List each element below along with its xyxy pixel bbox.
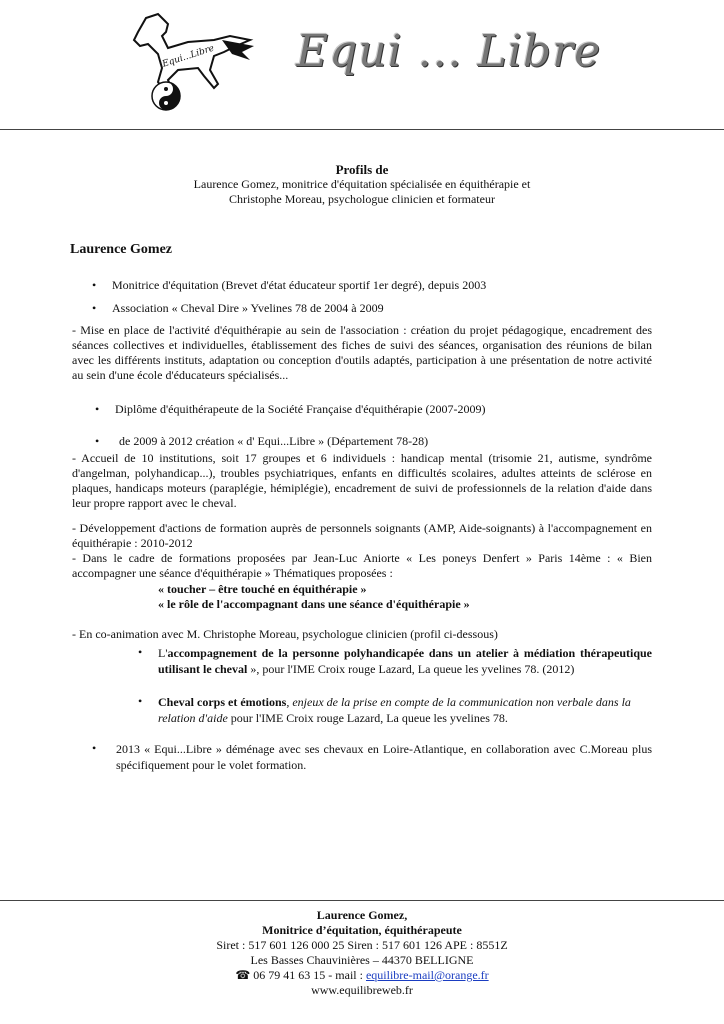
text-prefix: L' xyxy=(158,646,168,660)
footer-contact xyxy=(0,968,724,983)
section-heading: Laurence Gomez xyxy=(70,242,172,257)
footer-role: Monitrice d’équitation, équithérapeute xyxy=(262,923,462,937)
bullet-icon: • xyxy=(95,402,100,416)
footer-address: Les Basses Chauvinières – 44370 BELLIGNE xyxy=(250,953,474,967)
footer-website[interactable]: www.equilibreweb.fr xyxy=(311,983,413,997)
list-item-text xyxy=(158,645,652,677)
footer-divider xyxy=(0,900,724,901)
text-rest: pour l'IME Croix rouge Lazard, La queue les yvelines 78. xyxy=(227,711,508,725)
yin-yang-icon xyxy=(152,82,180,110)
footer xyxy=(0,908,724,998)
theme-item: « toucher – être touché en équithérapie » xyxy=(158,582,367,596)
list-item-text: de 2009 à 2012 création « d' Equi...Libre » (Département 78-28) xyxy=(119,434,429,448)
emphasis: accompagnement de la personne polyhandicapée dans un atelier à médiation thérapeutique utilisant le cheval xyxy=(158,646,652,676)
horse-logo-icon xyxy=(118,10,258,112)
list-item-text xyxy=(158,694,652,726)
paragraph: - Mise en place de l'activité d'équithérapie au sein de l'association : création du projet pédagogique, encadrement des séances collectives et individuelles, établissement des fiches de suivi des séances, organisation des réunions de bilan avec les différents instituts, adaptation ou conception d'outils adaptés, participation à une présentation de notre activité au sein d'une école d'éducateurs spécialisés... xyxy=(72,323,652,382)
paragraph: - Dans le cadre de formations proposées par Jean-Luc Aniorte « Les poneys Denfert » Paris 14ème : « Bien accompagner une séance d'équithérapie » Thématiques proposées : xyxy=(72,551,652,580)
footer-ids: Siret : 517 601 126 000 25 Siren : 517 601 126 APE : 8551Z xyxy=(216,938,508,952)
subtitle-line-1: Laurence Gomez, monitrice d'équitation spécialisée en équithérapie et xyxy=(193,177,531,191)
bullet-icon: • xyxy=(95,434,100,448)
text-rest: », pour l'IME Croix rouge Lazard, La queue les yvelines 78. (2012) xyxy=(247,662,575,676)
paragraph: - En co-animation avec M. Christophe Moreau, psychologue clinicien (profil ci-dessous) xyxy=(72,627,498,641)
paragraph: - Accueil de 10 institutions, soit 17 groupes et 6 individuels : handicap mental (trisomie 21, autisme, syndrôme d'angelman, polyhandicap...), troubles psychiatriques, enfants en difficultés scolaires, adultes atteints de sclérose en plaques, handicaps moteurs (paraplégie, hémiplégie), encadrement de suivi de professionnels de la relation d'aide dans leur propre rapport avec le cheval. xyxy=(72,451,652,510)
subtitle-line-2: Christophe Moreau, psychologue clinicien et formateur xyxy=(229,192,495,206)
page-title: Profils de xyxy=(335,162,389,177)
letterhead xyxy=(0,0,724,130)
italic-text: , enjeux de la prise en compte de la communication non verbale dans la relation d'aide xyxy=(158,695,631,725)
mail-label: - mail : xyxy=(325,968,366,982)
bullet-icon: • xyxy=(92,741,97,755)
header-divider xyxy=(0,129,724,130)
logo-text: Equi...Libre xyxy=(161,43,216,70)
list-item-text: Association « Cheval Dire » Yvelines 78 de 2004 à 2009 xyxy=(112,301,384,315)
brand-title: Equi ... Libre xyxy=(296,26,602,77)
bullet-icon: • xyxy=(138,694,143,708)
emphasis: Cheval corps et émotions xyxy=(158,695,287,709)
list-item-text: Diplôme d'équithérapeute de la Société Française d'équithérapie (2007-2009) xyxy=(115,402,486,416)
bullet-icon: • xyxy=(138,645,143,659)
paragraph: - Développement d'actions de formation auprès de personnels soignants (AMP, Aide-soignants) à l'accompagnement en équithérapie : 2010-2012 xyxy=(72,521,652,550)
theme-item: « le rôle de l'accompagnant dans une séance d'équithérapie » xyxy=(158,597,470,611)
phone-icon: ☎ xyxy=(235,968,251,982)
email-link[interactable]: equilibre-mail@orange.fr xyxy=(365,968,489,982)
list-item-text: 2013 « Equi...Libre » déménage avec ses chevaux en Loire-Atlantique, en collaboration avec C.Moreau plus spécifiquement pour le volet formation. xyxy=(116,742,652,772)
bullet-icon: • xyxy=(92,301,97,315)
title-block xyxy=(0,162,724,207)
list-item-text: Monitrice d'équitation (Brevet d'état éducateur sportif 1er degré), depuis 2003 xyxy=(112,278,487,292)
footer-phone: 06 79 41 63 15 xyxy=(253,968,326,982)
footer-name: Laurence Gomez, xyxy=(316,908,408,922)
bullet-icon: • xyxy=(92,278,97,292)
